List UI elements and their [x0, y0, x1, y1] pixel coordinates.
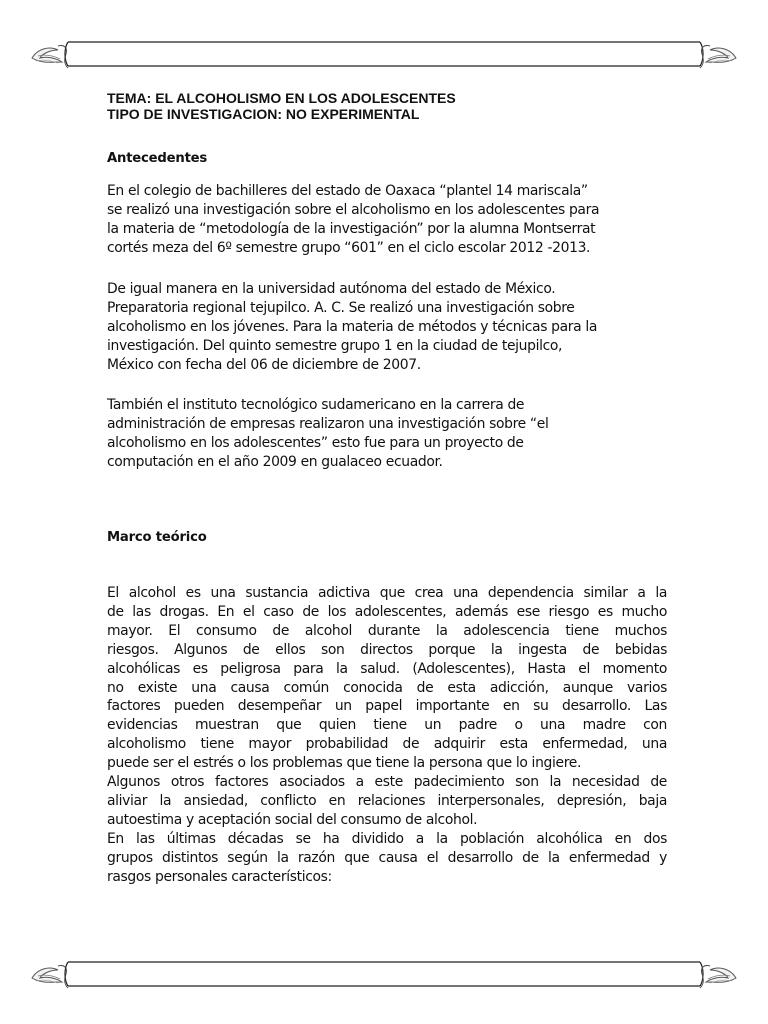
paragraph-line: México con fecha del 06 de diciembre de 2007.: [107, 356, 421, 373]
paragraph-line: administración de empresas realizaron una investigación sobre “el: [107, 415, 549, 432]
antecedentes-heading: Antecedentes: [107, 151, 208, 166]
paragraph-line: la materia de “metodología de la investigación” por la alumna Montserrat: [107, 220, 596, 237]
paragraph-line: Preparatoria regional tejupilco. A. C. Se realizó una investigación sobre: [107, 299, 575, 316]
paragraph-line: factores pueden desempeñar un papel importante en su desarrollo. Las: [107, 698, 667, 715]
scroll-banner-ornament: [28, 34, 740, 74]
bottom-scroll-banner: [28, 954, 740, 994]
paragraph-line: no existe una causa común conocida de esta adicción, aunque varios: [107, 679, 667, 696]
paragraph-line: puede ser el estrés o los problemas que tiene la persona que lo ingiere.: [107, 755, 582, 772]
paragraph-line: Algunos otros factores asociados a este padecimiento son la necesidad de: [107, 774, 667, 791]
paragraph-line: grupos distintos según la razón que causa el desarrollo de la enfermedad y: [107, 849, 667, 866]
paragraph-line: evidencias muestran que quien tiene un padre o una madre con: [107, 717, 667, 734]
paragraph-line: aliviar la ansiedad, conflicto en relaciones interpersonales, depresión, baja: [107, 792, 667, 809]
paragraph-line: alcoholismo en los jóvenes. Para la materia de métodos y técnicas para la: [107, 318, 598, 335]
paragraph-line: También el instituto tecnológico sudamericano en la carrera de: [107, 397, 525, 413]
document-heading: [107, 90, 667, 122]
paragraph-line: En las últimas décadas se ha dividido a la población alcohólica en dos: [107, 830, 667, 847]
paragraph-line: El alcohol es una sustancia adictiva que crea una dependencia similar a la: [107, 585, 667, 601]
paragraph-line: alcohólicas es peligrosa para la salud. (Adolescentes), Hasta el momento: [107, 660, 667, 677]
top-scroll-banner: [28, 34, 740, 74]
topic-line: TEMA: EL ALCOHOLISMO EN LOS ADOLESCENTES: [107, 90, 456, 106]
research-type-line: TIPO DE INVESTIGACION: NO EXPERIMENTAL: [107, 106, 420, 122]
antecedentes-paragraph-3: [107, 396, 667, 472]
paragraph-line: investigación. Del quinto semestre grupo 1 en la ciudad de tejupilco,: [107, 337, 563, 354]
paragraph-line: autoestima y aceptación social del consumo de alcohol.: [107, 811, 478, 828]
marco-teorico-paragraph: [107, 584, 667, 887]
paragraph-line: de las drogas. En el caso de los adolescentes, además ese riesgo es mucho: [107, 603, 667, 620]
paragraph-line: rasgos personales característicos:: [107, 868, 332, 885]
antecedentes-paragraph-1: [107, 182, 667, 258]
antecedentes-paragraph-2: [107, 280, 667, 375]
paragraph-line: computación en el año 2009 en gualaceo ecuador.: [107, 453, 443, 470]
paragraph-line: mayor. El consumo de alcohol durante la adolescencia tiene muchos: [107, 622, 667, 639]
paragraph-line: alcoholismo tiene mayor probabilidad de adquirir esta enfermedad, una: [107, 736, 667, 753]
paragraph-line: riesgos. Algunos de ellos son directos porque la ingesta de bebidas: [107, 641, 667, 658]
marco-teorico-heading: Marco teórico: [107, 530, 207, 545]
paragraph-line: cortés meza del 6º semestre grupo “601” en el ciclo escolar 2012 -2013.: [107, 239, 591, 256]
paragraph-line: alcoholismo en los adolescentes” esto fue para un proyecto de: [107, 434, 524, 451]
scroll-banner-ornament: [28, 954, 740, 994]
paragraph-line: se realizó una investigación sobre el alcoholismo en los adolescentes para: [107, 201, 600, 218]
paragraph-line: De igual manera en la universidad autónoma del estado de México.: [107, 281, 556, 297]
paragraph-line: En el colegio de bachilleres del estado de Oaxaca “plantel 14 mariscala”: [107, 183, 588, 199]
